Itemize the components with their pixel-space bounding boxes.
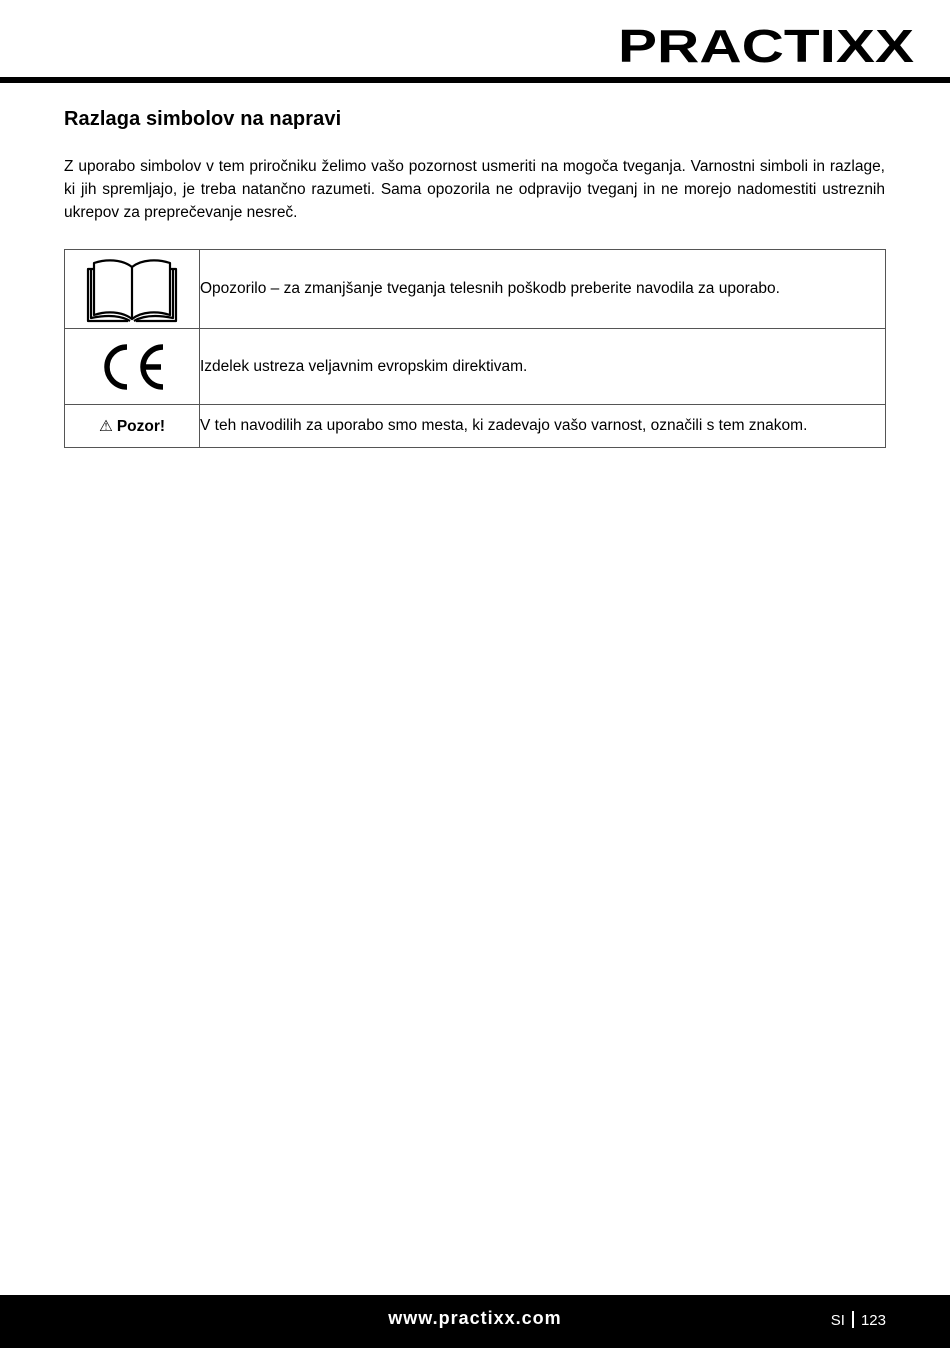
page-number: 123 xyxy=(860,1312,886,1329)
page-separator xyxy=(852,1311,854,1328)
symbol-cell xyxy=(65,250,200,329)
symbol-description: Izdelek ustreza veljavnim evropskim direktivam. xyxy=(200,329,886,405)
symbol-cell xyxy=(65,329,200,405)
practixx-wordmark-logo xyxy=(618,16,914,76)
symbol-description: V teh navodilih za uporabo smo mesta, ki zadevajo vašo varnost, označili s tem znakom. xyxy=(200,405,886,448)
warning-label xyxy=(99,418,165,435)
section-title: Razlaga simbolov na napravi xyxy=(64,108,342,130)
table-row xyxy=(65,250,886,329)
open-book-icon xyxy=(84,255,180,323)
warning-triangle-icon: ⚠ xyxy=(98,417,113,435)
warning-label-text: Pozor! xyxy=(116,417,166,435)
header-rule xyxy=(0,77,950,83)
table-row xyxy=(65,405,886,448)
symbol-cell xyxy=(65,405,200,448)
footer-bar xyxy=(0,1295,950,1348)
language-code: SI xyxy=(830,1312,845,1329)
page-indicator xyxy=(831,1311,886,1329)
practixx-logo xyxy=(618,16,914,76)
logo-text: PRACTIXX xyxy=(618,20,914,72)
table-row xyxy=(65,329,886,405)
ce-mark-icon xyxy=(97,342,167,392)
footer-url: www.practixx.com xyxy=(388,1308,562,1328)
intro-paragraph: Z uporabo simbolov v tem priročniku želimo vašo pozornost usmeriti na mogoča tveganja. Varnostni simboli in razlage, ki jih spremljajo, je treba natančno razumeti. Sama opozorila ne odpravijo tveganj in ne morejo nadomestiti ustreznih ukrepov za preprečevanje nesreč. xyxy=(64,158,885,221)
symbols-table xyxy=(64,249,886,448)
symbol-description: Opozorilo – za zmanjšanje tveganja telesnih poškodb preberite navodila za uporabo. xyxy=(200,250,886,329)
